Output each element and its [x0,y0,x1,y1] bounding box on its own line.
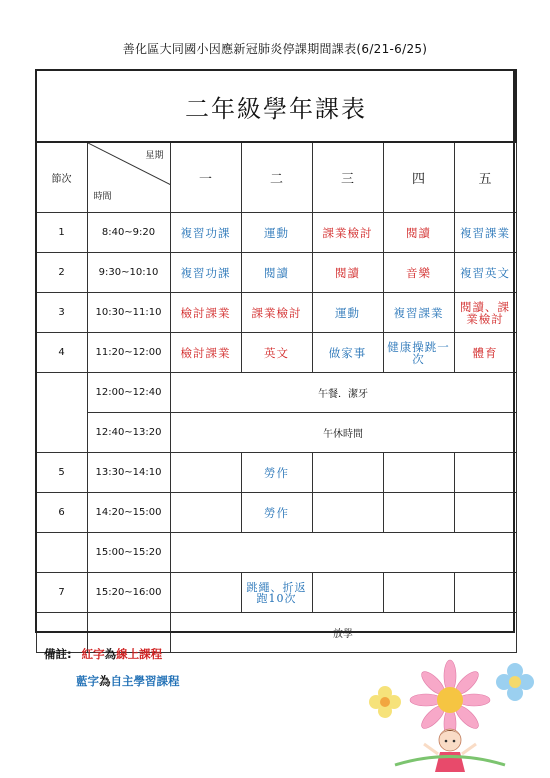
lesson-cell: 課業檢討 [241,293,312,333]
lesson-cell: 勞作 [241,493,312,533]
lesson-cell: 閱讀 [383,213,454,253]
period-time: 15:00~15:20 [87,533,170,573]
period-time: 12:00~12:40 [87,373,170,413]
lesson-cell: 體育 [454,333,516,373]
girl-icon [424,729,476,772]
period-number: 1 [36,213,87,253]
legend-note-red [44,646,162,662]
period-time: 15:20~16:00 [87,573,170,613]
connector: 為 [99,674,111,688]
period-time: 8:40~9:20 [87,213,170,253]
lesson-cell: 閱讀、課業檢討 [454,293,516,333]
red-word: 紅字 [81,647,105,661]
lesson-cell: 課業檢討 [312,213,383,253]
period-time: 10:30~11:10 [87,293,170,333]
lesson-cell: 複習英文 [454,253,516,293]
period-number: 5 [36,453,87,493]
period-time: 9:30~10:10 [87,253,170,293]
lesson-cell: 運動 [241,213,312,253]
day-label: 星期 [145,151,164,161]
period-number: 4 [36,333,87,373]
table-title: 二年級學年課表 [36,70,516,142]
period-number: 3 [36,293,87,333]
period-number: 2 [36,253,87,293]
flower-girl-illustration [355,640,545,775]
day-header-mon: 一 [170,142,241,213]
lesson-cell: 檢討課業 [170,293,241,333]
lesson-cell: 音樂 [383,253,454,293]
table-frame [35,69,515,633]
legend-note-blue [76,673,180,689]
lesson-cell: 複習課業 [383,293,454,333]
time-label: 時間 [93,192,112,202]
dismissal-cell: 放學 [170,613,516,653]
pink-flower-icon [410,660,490,740]
notes-label: 備註: [44,647,72,661]
blue-flower-icon [496,663,534,701]
red-meaning: 線上課程 [116,647,163,661]
period-time: 12:40~13:20 [87,413,170,453]
period-number: 6 [36,493,87,533]
day-header-thu: 四 [383,142,454,213]
day-header-fri: 五 [454,142,516,213]
day-header-wed: 三 [312,142,383,213]
period-number: 7 [36,573,87,613]
lesson-cell: 複習功課 [170,213,241,253]
lesson-cell: 跳繩、折返跑10次 [241,573,312,613]
period-time: 14:20~15:00 [87,493,170,533]
connector: 為 [104,647,117,661]
blue-word: 藍字 [76,674,99,688]
lesson-cell: 閱讀 [312,253,383,293]
lunch-cell: 午餐．潔牙 [170,373,516,413]
lesson-cell: 健康操跳一次 [383,333,454,373]
lesson-cell: 複習功課 [170,253,241,293]
document-title: 善化區大同國小因應新冠肺炎停課期間課表(6/21-6/25) [122,42,428,56]
lesson-cell: 做家事 [312,333,383,373]
lesson-cell: 檢討課業 [170,333,241,373]
yellow-flower-icon [369,686,401,718]
period-header: 節次 [36,142,87,213]
lesson-cell: 勞作 [241,453,312,493]
blue-meaning: 自主學習課程 [110,674,180,688]
nap-cell: 午休時間 [170,413,516,453]
period-time: 11:20~12:00 [87,333,170,373]
lesson-cell: 英文 [241,333,312,373]
lesson-cell: 複習課業 [454,213,516,253]
lesson-cell: 閱讀 [241,253,312,293]
period-time: 13:30~14:10 [87,453,170,493]
day-header-tue: 二 [241,142,312,213]
lesson-cell: 運動 [312,293,383,333]
